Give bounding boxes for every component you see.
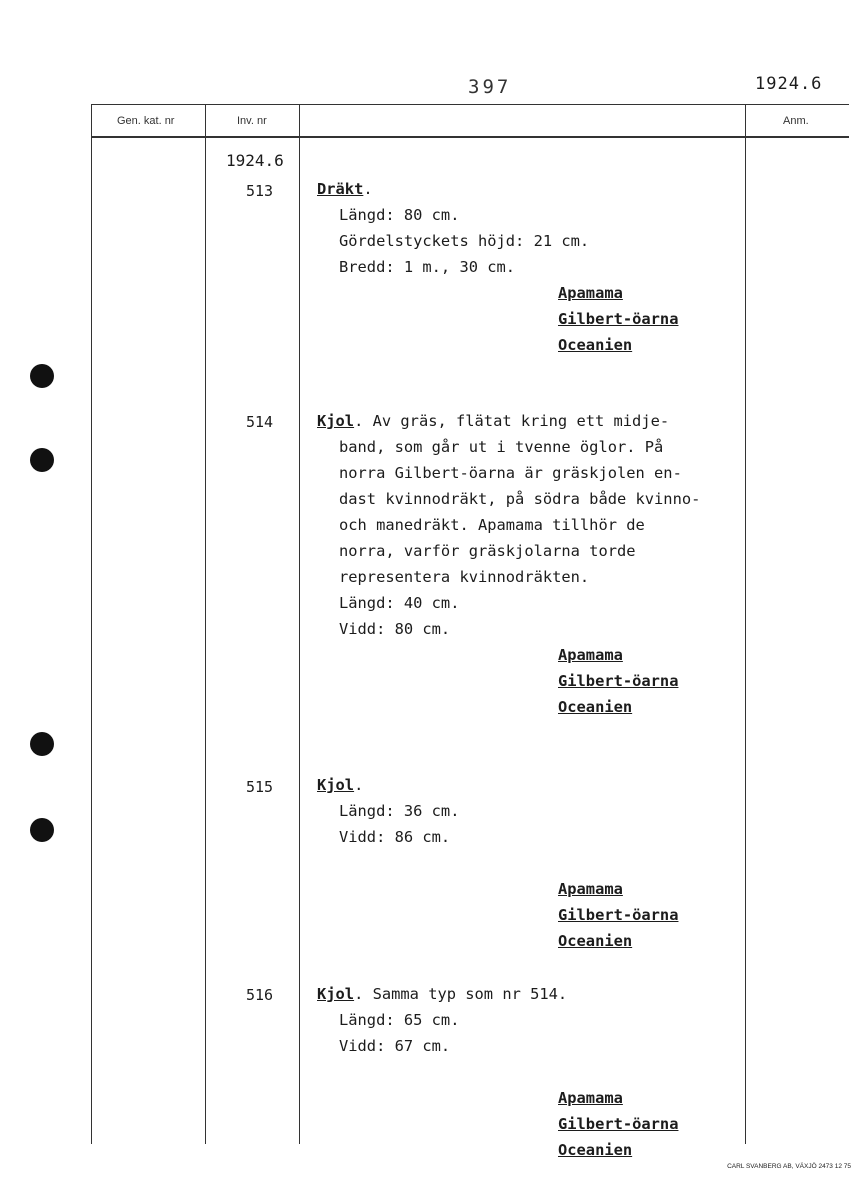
entry-line: representera kvinnodräkten. [339,568,590,586]
column-divider-desc-anm [745,104,746,1144]
entry-title-line [317,772,737,798]
location-group: Gilbert-öarna [558,310,679,328]
entry-title-suffix: . [354,776,364,794]
entry-line: Vidd: 86 cm. [339,828,451,846]
printer-imprint: CARL SVANBERG AB, VÄXJÖ 2473 12 75 [727,1163,851,1170]
entry-line: band, som går ut i tvenne öglor. På [339,438,664,456]
column-divider-left-edge [91,104,92,1144]
punch-hole [30,448,54,472]
page-number: 397 [468,76,512,98]
inv-number-514: 514 [246,413,274,431]
entry-line: norra Gilbert-öarna är gräskjolen en- [339,464,682,482]
punch-hole [30,364,54,388]
entry-title-line [317,176,737,202]
inv-number-516: 516 [246,986,274,1004]
entry-line: Längd: 40 cm. [339,594,460,612]
entry-line: Längd: 65 cm. [339,1011,460,1029]
entry-title-line [317,981,737,1007]
punch-hole [30,732,54,756]
column-header-anm: Anm. [783,115,809,127]
location-group: Gilbert-öarna [558,1115,679,1133]
location-region: Oceanien [558,698,633,716]
column-header-gen-kat-nr: Gen. kat. nr [117,115,175,127]
location-island: Apamama [558,880,623,898]
entry-line: Längd: 80 cm. [339,206,460,224]
catalog-entry-514 [317,408,737,720]
entry-title: Kjol [317,985,355,1003]
entry-title: Dräkt [317,180,364,198]
entry-title-suffix: . Av gräs, flätat kring ett midje- [354,412,670,430]
column-divider-gen-inv [205,104,206,1144]
location-island: Apamama [558,646,623,664]
location-region: Oceanien [558,932,633,950]
catalog-entry-515 [317,772,737,954]
entry-spacer [317,1059,737,1085]
column-header-inv-nr: Inv. nr [237,115,267,127]
location-region: Oceanien [558,1141,633,1159]
entry-title: Kjol [317,412,355,430]
entry-line: Vidd: 80 cm. [339,620,451,638]
entry-line: Längd: 36 cm. [339,802,460,820]
location-region: Oceanien [558,336,633,354]
entry-line: och manedräkt. Apamama tillhör de [339,516,645,534]
entry-line: dast kvinnodräkt, på södra både kvinno- [339,490,701,508]
entry-line: norra, varför gräskjolarna torde [339,542,636,560]
header-year: 1924.6 [755,74,823,94]
entry-title-line [317,408,737,434]
entry-spacer [317,850,737,876]
entry-line: Gördelstyckets höjd: 21 cm. [339,232,590,250]
entry-title-suffix: . [363,180,373,198]
location-island: Apamama [558,1089,623,1107]
catalog-entry-513 [317,176,737,358]
location-group: Gilbert-öarna [558,906,679,924]
location-group: Gilbert-öarna [558,672,679,690]
entry-title: Kjol [317,776,355,794]
catalog-year: 1924.6 [226,151,284,170]
entry-line: Bredd: 1 m., 30 cm. [339,258,516,276]
punch-hole [30,818,54,842]
entry-title-suffix: . Samma typ som nr 514. [354,985,568,1003]
entry-line: Vidd: 67 cm. [339,1037,451,1055]
catalog-entry-516 [317,981,737,1163]
inv-number-513: 513 [246,182,274,200]
column-divider-inv-desc [299,104,300,1144]
location-island: Apamama [558,284,623,302]
inv-number-515: 515 [246,778,274,796]
